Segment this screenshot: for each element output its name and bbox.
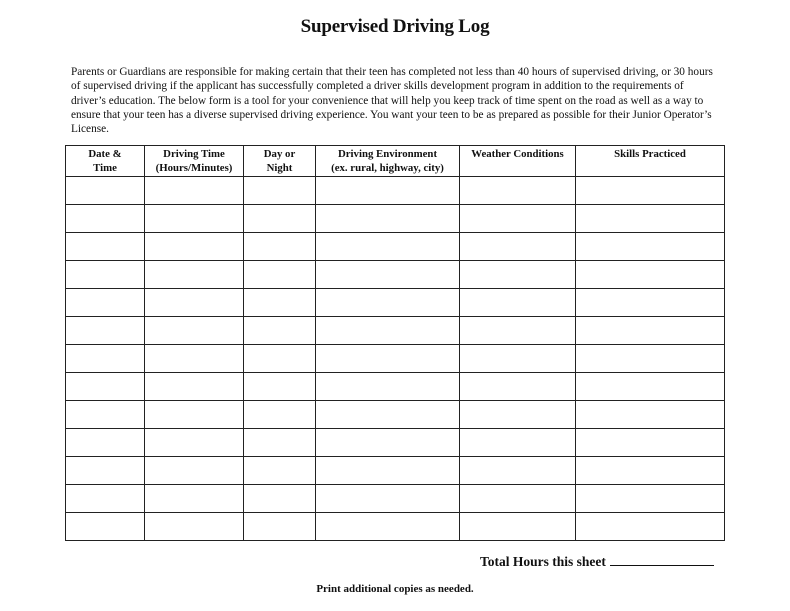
cell-driving-time[interactable] (145, 317, 244, 345)
column-header-driving-environment: Driving Environment (ex. rural, highway, city) (316, 146, 460, 177)
intro-paragraph: Parents or Guardians are responsible for making certain that their teen has completed not less than 40 hours of supervised driving, or 30 hours of supervised driving if the applicant has successfully completed a driver skills development program in addition to the requirements of driver’s education. The below form is a tool for your convenience that will help you keep track of time spent on the road as well as a way to ensure that your teen has a diverse supervised driving experience. You want your teen to be as prepared as possible for their Junior Operator’s License. (71, 66, 713, 136)
total-hours-blank[interactable] (610, 553, 714, 566)
cell-day-night[interactable] (244, 429, 316, 457)
cell-driving-time[interactable] (145, 289, 244, 317)
cell-weather-conditions[interactable] (460, 457, 576, 485)
cell-day-night[interactable] (244, 373, 316, 401)
cell-weather-conditions[interactable] (460, 177, 576, 205)
cell-driving-environment[interactable] (316, 177, 460, 205)
cell-day-night[interactable] (244, 205, 316, 233)
table-header-row (66, 146, 725, 177)
column-header-day-night: Day or Night (244, 146, 316, 177)
cell-skills-practiced[interactable] (576, 233, 725, 261)
table-row (66, 457, 725, 485)
cell-day-night[interactable] (244, 233, 316, 261)
table-row (66, 317, 725, 345)
cell-day-night[interactable] (244, 345, 316, 373)
table-row (66, 233, 725, 261)
cell-skills-practiced[interactable] (576, 457, 725, 485)
cell-day-night[interactable] (244, 177, 316, 205)
cell-driving-environment[interactable] (316, 345, 460, 373)
cell-date-time[interactable] (66, 513, 145, 541)
table-row (66, 373, 725, 401)
cell-skills-practiced[interactable] (576, 513, 725, 541)
cell-driving-time[interactable] (145, 233, 244, 261)
cell-skills-practiced[interactable] (576, 429, 725, 457)
page-title: Supervised Driving Log (300, 16, 490, 37)
table-row (66, 429, 725, 457)
column-header-skills-practiced: Skills Practiced (576, 146, 725, 177)
cell-day-night[interactable] (244, 485, 316, 513)
cell-driving-time[interactable] (145, 345, 244, 373)
cell-day-night[interactable] (244, 317, 316, 345)
cell-date-time[interactable] (66, 205, 145, 233)
cell-driving-environment[interactable] (316, 233, 460, 261)
cell-skills-practiced[interactable] (576, 261, 725, 289)
cell-date-time[interactable] (66, 373, 145, 401)
cell-driving-time[interactable] (145, 205, 244, 233)
cell-weather-conditions[interactable] (460, 373, 576, 401)
cell-weather-conditions[interactable] (460, 485, 576, 513)
cell-date-time[interactable] (66, 177, 145, 205)
cell-skills-practiced[interactable] (576, 177, 725, 205)
cell-day-night[interactable] (244, 401, 316, 429)
table-row (66, 345, 725, 373)
cell-day-night[interactable] (244, 261, 316, 289)
cell-skills-practiced[interactable] (576, 485, 725, 513)
cell-date-time[interactable] (66, 429, 145, 457)
column-header-driving-time: Driving Time (Hours/Minutes) (145, 146, 244, 177)
total-hours (480, 553, 714, 570)
cell-day-night[interactable] (244, 457, 316, 485)
cell-weather-conditions[interactable] (460, 345, 576, 373)
cell-weather-conditions[interactable] (460, 401, 576, 429)
cell-skills-practiced[interactable] (576, 345, 725, 373)
total-hours-label: Total Hours this sheet (480, 554, 606, 569)
table-row (66, 485, 725, 513)
cell-driving-environment[interactable] (316, 317, 460, 345)
cell-day-night[interactable] (244, 289, 316, 317)
cell-day-night[interactable] (244, 513, 316, 541)
cell-date-time[interactable] (66, 261, 145, 289)
cell-driving-time[interactable] (145, 485, 244, 513)
cell-driving-time[interactable] (145, 401, 244, 429)
cell-driving-environment[interactable] (316, 485, 460, 513)
table-row (66, 261, 725, 289)
cell-driving-time[interactable] (145, 261, 244, 289)
table-row (66, 177, 725, 205)
cell-skills-practiced[interactable] (576, 205, 725, 233)
table-row (66, 401, 725, 429)
table-row (66, 513, 725, 541)
cell-driving-environment[interactable] (316, 513, 460, 541)
cell-weather-conditions[interactable] (460, 233, 576, 261)
cell-date-time[interactable] (66, 457, 145, 485)
cell-date-time[interactable] (66, 317, 145, 345)
cell-driving-time[interactable] (145, 429, 244, 457)
footer-note: Print additional copies as needed. (316, 583, 474, 595)
cell-weather-conditions[interactable] (460, 429, 576, 457)
cell-date-time[interactable] (66, 345, 145, 373)
driving-log-table (65, 145, 725, 541)
cell-driving-time[interactable] (145, 373, 244, 401)
cell-date-time[interactable] (66, 233, 145, 261)
table-row (66, 205, 725, 233)
table-body (66, 177, 725, 541)
cell-driving-environment[interactable] (316, 205, 460, 233)
cell-date-time[interactable] (66, 485, 145, 513)
cell-driving-environment[interactable] (316, 261, 460, 289)
cell-driving-environment[interactable] (316, 429, 460, 457)
cell-skills-practiced[interactable] (576, 401, 725, 429)
cell-skills-practiced[interactable] (576, 317, 725, 345)
cell-date-time[interactable] (66, 289, 145, 317)
cell-driving-environment[interactable] (316, 373, 460, 401)
table-row (66, 289, 725, 317)
cell-driving-time[interactable] (145, 457, 244, 485)
cell-weather-conditions[interactable] (460, 317, 576, 345)
cell-date-time[interactable] (66, 401, 145, 429)
cell-skills-practiced[interactable] (576, 289, 725, 317)
cell-skills-practiced[interactable] (576, 373, 725, 401)
cell-driving-time[interactable] (145, 513, 244, 541)
column-header-date-time: Date & Time (66, 146, 145, 177)
cell-driving-environment[interactable] (316, 289, 460, 317)
cell-weather-conditions[interactable] (460, 513, 576, 541)
cell-weather-conditions[interactable] (460, 289, 576, 317)
column-header-weather-conditions: Weather Conditions (460, 146, 576, 177)
cell-driving-time[interactable] (145, 177, 244, 205)
cell-weather-conditions[interactable] (460, 261, 576, 289)
cell-weather-conditions[interactable] (460, 205, 576, 233)
cell-driving-environment[interactable] (316, 457, 460, 485)
cell-driving-environment[interactable] (316, 401, 460, 429)
